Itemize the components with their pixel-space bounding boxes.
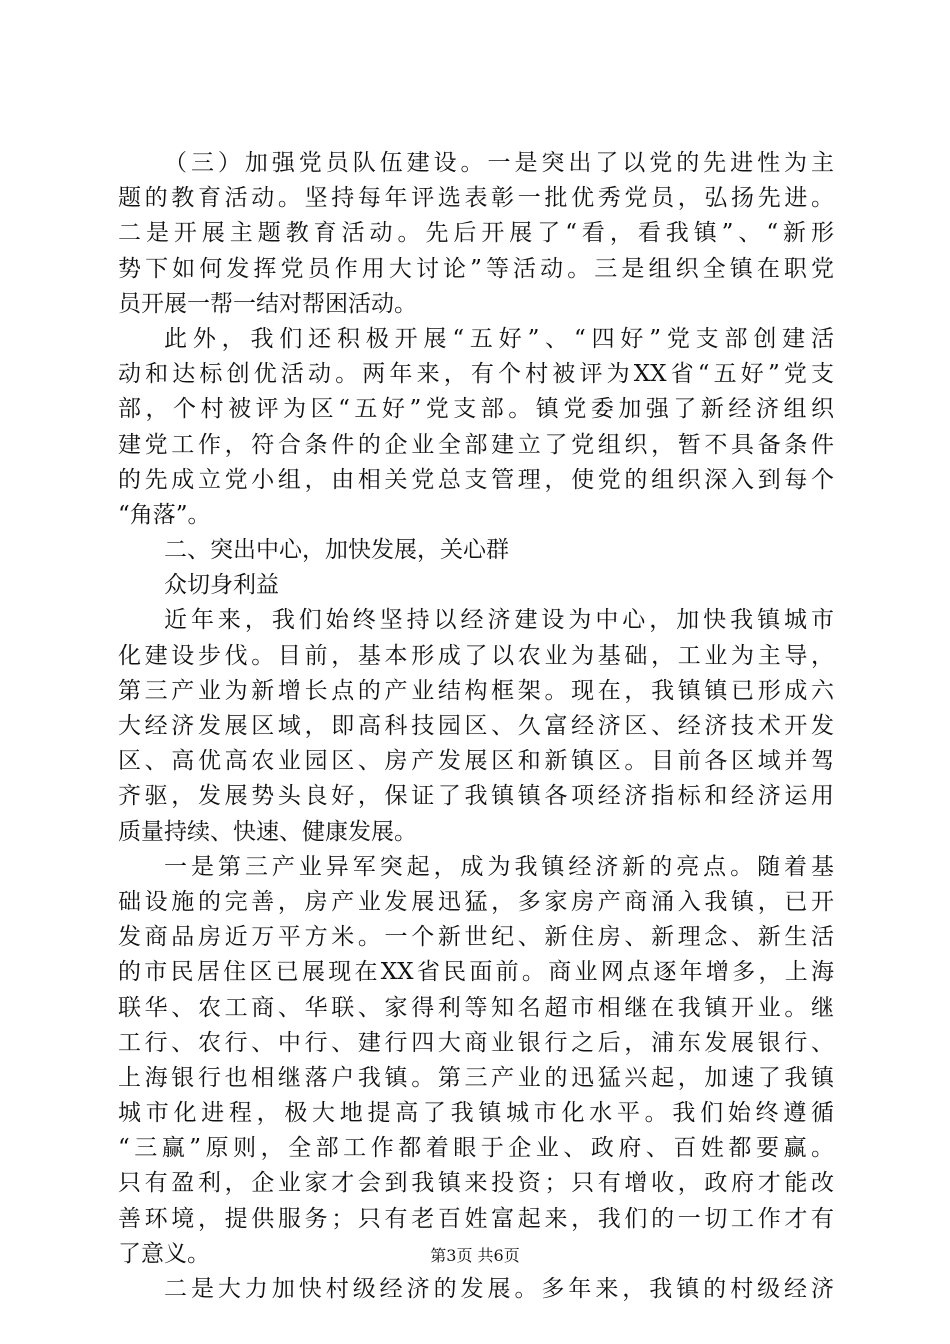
text-line: 的先成立党小组，由相关党总支管理，使党的组织深入到每个: [118, 466, 834, 493]
document-body: [118, 146, 834, 1307]
text-line: 了意义。: [118, 1240, 210, 1267]
text-line: 质量持续、快速、健康发展。: [118, 818, 417, 845]
text-line: 建党工作，符合条件的企业全部建立了党组织，暂不具备条件: [118, 431, 834, 458]
text-line: 区、高优高农业园区、房产发展区和新镇区。目前各区域并驾: [118, 748, 834, 775]
text-line: 的市民居住区已展现在XX省民面前。商业网点逐年增多，上海: [118, 959, 834, 986]
text-line: “角落”。: [118, 501, 211, 528]
text-line: 善环境，提供服务；只有老百姓富起来，我们的一切工作才有: [118, 1205, 834, 1232]
text-line: 势下如何发挥党员作用大讨论”等活动。三是组织全镇在职党: [118, 255, 834, 282]
text-line: 工行、农行、中行、建行四大商业银行之后，浦东发展银行、: [118, 1029, 834, 1056]
text-line: 二是大力加快村级经济的发展。多年来，我镇的村级经济: [164, 1276, 834, 1302]
text-line: 化建设步伐。目前，基本形成了以农业为基础，工业为主导，: [118, 642, 834, 669]
text-line: 近年来，我们始终坚持以经济建设为中心，加快我镇城市: [164, 607, 834, 634]
text-line: 齐驱，发展势头良好，保证了我镇镇各项经济指标和经济运用: [118, 783, 834, 810]
text-line: 一是第三产业异军突起，成为我镇经济新的亮点。随着基: [164, 853, 834, 880]
text-line: 众切身利益: [164, 572, 279, 599]
text-line: 础设施的完善，房产业发展迅猛，多家房产商涌入我镇，已开: [118, 888, 834, 915]
text-line: 只有盈利，企业家才会到我镇来投资；只有增收，政府才能改: [118, 1170, 834, 1197]
text-line: “三赢”原则，全部工作都着眼于企业、政府、百姓都要赢。: [118, 1135, 834, 1162]
text-line: 大经济发展区域，即高科技园区、久富经济区、经济技术开发: [118, 713, 834, 739]
text-line: 题的教育活动。坚持每年评选表彰一批优秀党员，弘扬先进。: [118, 185, 834, 212]
text-line: 发商品房近万平方米。一个新世纪、新住房、新理念、新生活: [118, 924, 834, 951]
text-line: （三）加强党员队伍建设。一是突出了以党的先进性为主: [164, 150, 834, 176]
text-line: 第三产业为新增长点的产业结构框架。现在，我镇镇已形成六: [118, 677, 834, 704]
text-line: 联华、农工商、华联、家得利等知名超市相继在我镇开业。继: [118, 994, 834, 1021]
text-line: 城市化进程，极大地提高了我镇城市化水平。我们始终遵循: [118, 1100, 834, 1127]
text-line: 动和达标创优活动。两年来，有个村被评为XX省“五好”党支: [118, 361, 834, 388]
text-line: 员开展一帮一结对帮困活动。: [118, 290, 417, 317]
text-line: 二是开展主题教育活动。先后开展了“看，看我镇”、“新形: [118, 220, 834, 247]
text-line: 部，个村被评为区“五好”党支部。镇党委加强了新经济组织: [118, 396, 834, 423]
text-line: 此外，我们还积极开展“五好”、“四好”党支部创建活: [164, 325, 834, 352]
text-line: 二、突出中心，加快发展，关心群: [164, 537, 509, 564]
text-line: 上海银行也相继落户我镇。第三产业的迅猛兴起，加速了我镇: [118, 1064, 834, 1091]
page-number-footer: 第3页 共6页: [430, 1246, 520, 1265]
